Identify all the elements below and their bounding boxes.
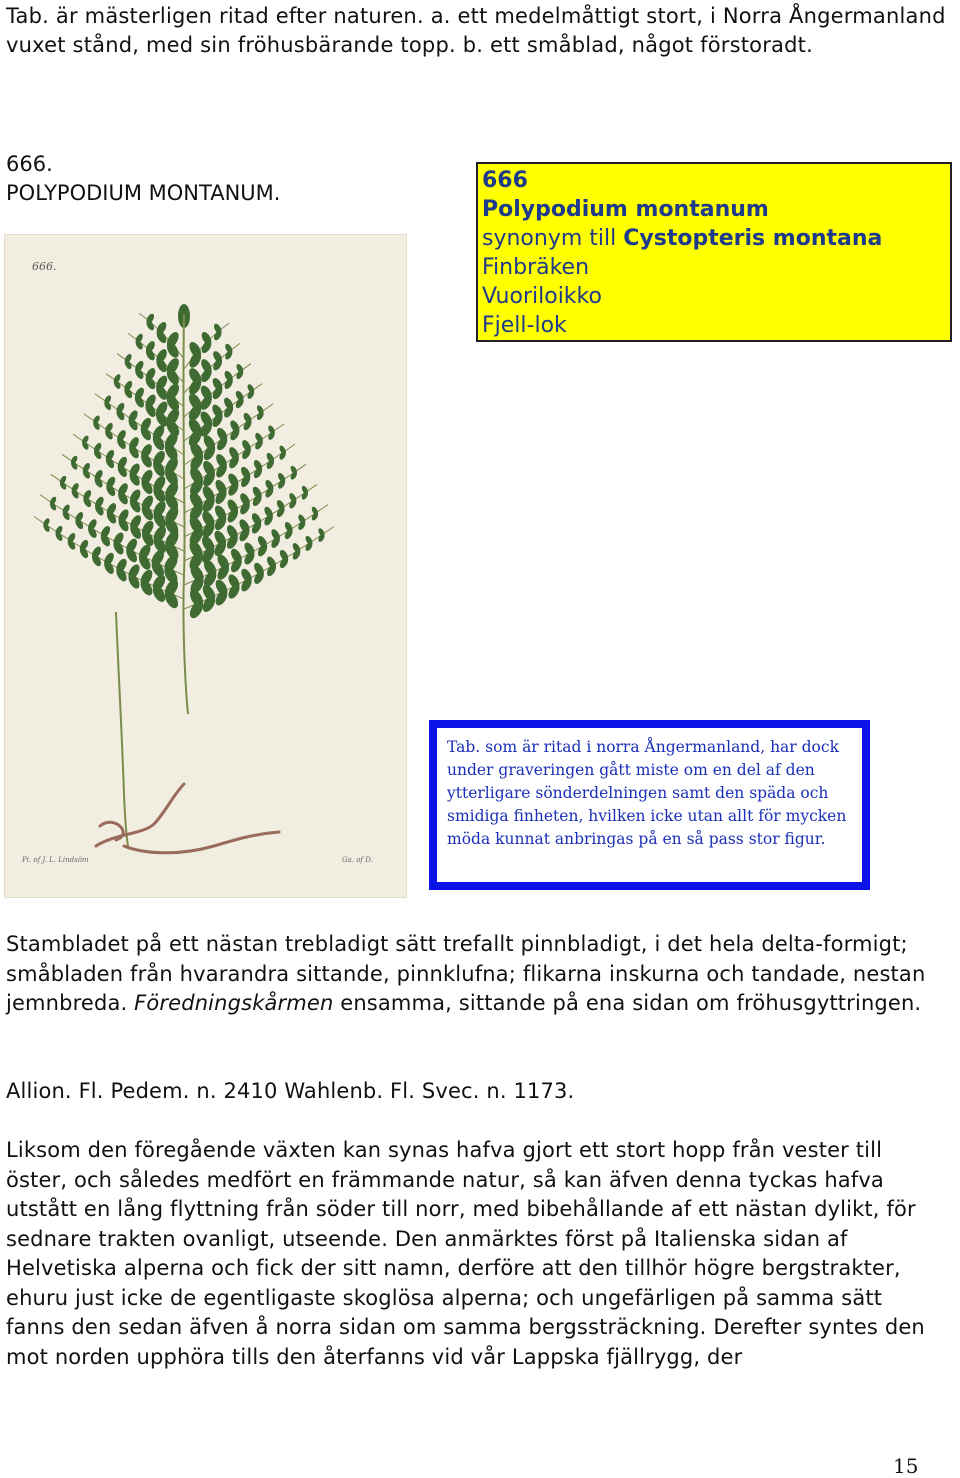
info-synonym-prefix: synonym till xyxy=(482,226,624,251)
info-number: 666 xyxy=(482,168,528,193)
plate-number: 666. xyxy=(32,260,57,273)
fern-main-stem xyxy=(183,314,188,714)
references-line: Allion. Fl. Pedem. n. 2410 Wahlenb. Fl. Svec. n. 1173. xyxy=(6,1079,575,1103)
info-norwegian-name: Fjell-lok xyxy=(482,313,567,338)
info-synonym-name: Cystopteris montana xyxy=(623,226,883,251)
info-latin-name: Polypodium montanum xyxy=(482,197,769,222)
fern-illustration xyxy=(4,234,407,898)
plate-note-text: Tab. som är ritad i norra Ångermanland, har dock under graveringen gått miste om en del af den ytterligare sönderdelningen samt den späda och smidiga finheten, hvilken icke utan allt för mycken möda kunnat anbringas på en så pass stor figur. xyxy=(447,738,847,848)
botanical-plate xyxy=(4,234,407,898)
page-number: 15 xyxy=(893,1454,919,1478)
description-text-after: ensamma, sittande på ena sidan om fröhusgyttringen. xyxy=(333,991,922,1015)
species-info-box xyxy=(476,162,952,342)
fern-second-stem xyxy=(116,612,128,846)
intro-text: Tab. är mästerligen ritad efter naturen. a. ett medelmåttigt stort, i Norra Ångermanland vuxet stånd, med sin fröhusbärande topp. b. ett småblad, något förstoradt. xyxy=(6,4,946,57)
species-title: POLYPODIUM MONTANUM. xyxy=(6,181,281,205)
species-heading xyxy=(6,150,280,208)
body-paragraph: Liksom den föregående växten kan synas hafva gjort ett stort hopp från vester till öster, och således medfört en främmande natur, så kan äfven denna tyckas hafva utstått en lång flyttning från söder till norr, med bibehållande af ett nästan dylikt, för sednare trakten ovanligt, utseende. Den anmärktes först på Italienska sidan af Helvetiska alperna och fick der sitt namn, derföre att den tillhör högre bergstrakter, ehuru just icke de egentligaste skoglösa alperna; och ungefärligen på samma sätt fanns den sedan äfven å norra sidan om samma bergssträckning. Derefter syntes den mot norden upphöra tills den återfanns vid vår Lappska fjällrygg, der xyxy=(6,1138,925,1369)
plate-note-box xyxy=(429,720,870,890)
info-swedish-name: Finbräken xyxy=(482,255,590,280)
description-text-before: Stambladet på ett nästan trebladigt sätt trefallt pinnbladigt, i det hela delta-formigt; småbladen från hvarandra sittande, pinnklufna; flikarna inskurna och tandade, nestan jemnbreda. xyxy=(6,932,926,1015)
description-italic-term: Föredningskårmen xyxy=(134,991,334,1015)
description-paragraph xyxy=(6,930,936,1019)
info-synonym-line xyxy=(482,224,950,253)
plate-credit-left: Pi. of J. L. Lindsöm xyxy=(22,856,89,864)
info-finnish-name: Vuoriloikko xyxy=(482,284,602,309)
species-number: 666. xyxy=(6,152,53,176)
plate-credit-right: Ga. of D. xyxy=(342,856,373,864)
